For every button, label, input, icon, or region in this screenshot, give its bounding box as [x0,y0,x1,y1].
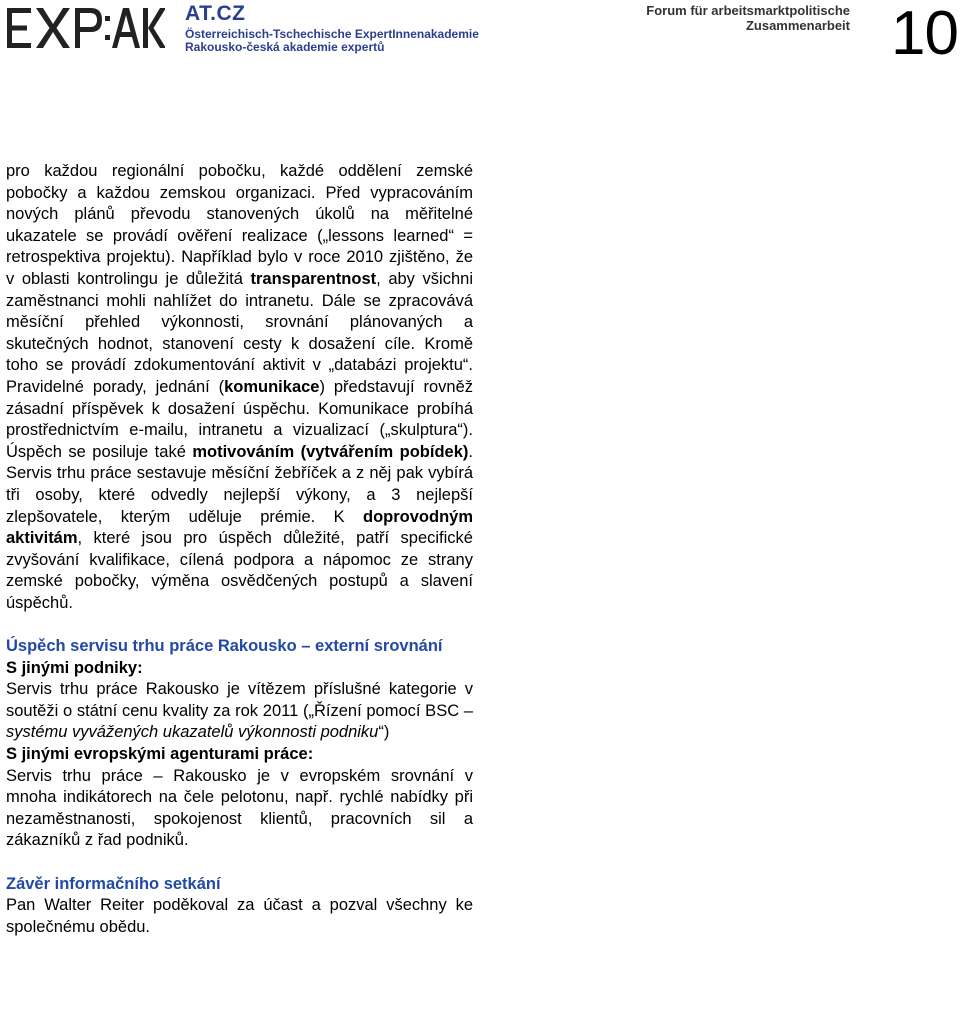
page-number: 10 [891,0,958,68]
brand-name: AT.CZ [185,2,246,25]
section-heading-conclusion: Závěr informačního setkání [6,874,221,893]
paragraph-european-comparison: Servis trhu práce – Rakousko je v evropském srovnání v mnoha indikátorech na čele pelotonu, např. rychlé nabídky při nezaměstnanosti, spokojenost klientů, pracovních sil a zákazníků z řad podniků. [6,766,473,850]
forum-title: Forum für arbeitsmarktpolitische Zusammenarbeit [646,3,850,33]
brand-subtitle-cz: Rakousko-česká akademie expertů [185,40,385,54]
body-paragraph: pro každou regionální pobočku, každé oddělení zemské pobočky a každou zemskou organizaci. Před vypracováním nových plánů převodu stanovených úkolů na měřitelné ukazatele se provádí ověření realizace („lessons learned“ = retrospektiva projektu). Například bylo v roce 2010 zjištěno, že v oblasti kontrolingu je důležitá transparentnost, aby všichni zaměstnanci mohli nahlížet do intranetu. Dále se zpracovává měsíční přehled výkonnosti, srovnání plánovaných a skutečných hodnot, stanovení cesty k dosažení cíle. Kromě toho se provádí zdokumentování aktivit v „databázi projektu“. Pravidelné porady, jednání (komunikace) představují rovněž zásadní příspěvek k dosažení úspěchu. Komunikace probíhá prostřednictvím e-mailu, intranetu a vizualizací („skulptura“). Úspěch se posiluje také motivováním (vytvářením pobídek). Servis trhu práce sestavuje měsíční žebříček a z něj pak vybírá tři osoby, které odvedly nejlepší výkony, a 3 nejlepší zlepšovatele, kterým uděluje prémie. K doprovodným aktivitám, které jsou pro úspěch důležité, patří specifické zvyšování kvalifikace, cílená podpora a nápomoc ze strany zemské pobočky, výměna osvědčených postupů a slavení úspěchů. [6,162,473,612]
brand-subtitle-de: Österreichisch-Tschechische ExpertInnenakademie [185,27,479,41]
expak-logo [5,4,165,52]
paragraph-quality-award: Servis trhu práce Rakousko je vítězem příslušné kategorie v soutěži o státní cenu kvality za rok 2011 („Řízení pomocí BSC – systému vyvážených ukazatelů výkonnosti podniku“) [6,680,473,742]
subheading-european-agencies: S jinými evropskými agenturami práce: [6,745,314,764]
document-body [6,161,473,938]
subheading-other-companies: S jinými podniky: [6,658,143,677]
paragraph-conclusion: Pan Walter Reiter poděkoval za účast a pozval všechny ke společnému obědu. [6,896,473,936]
page-header [0,0,960,68]
section-heading-external-comparison: Úspěch servisu trhu práce Rakousko – externí srovnání [6,637,443,656]
